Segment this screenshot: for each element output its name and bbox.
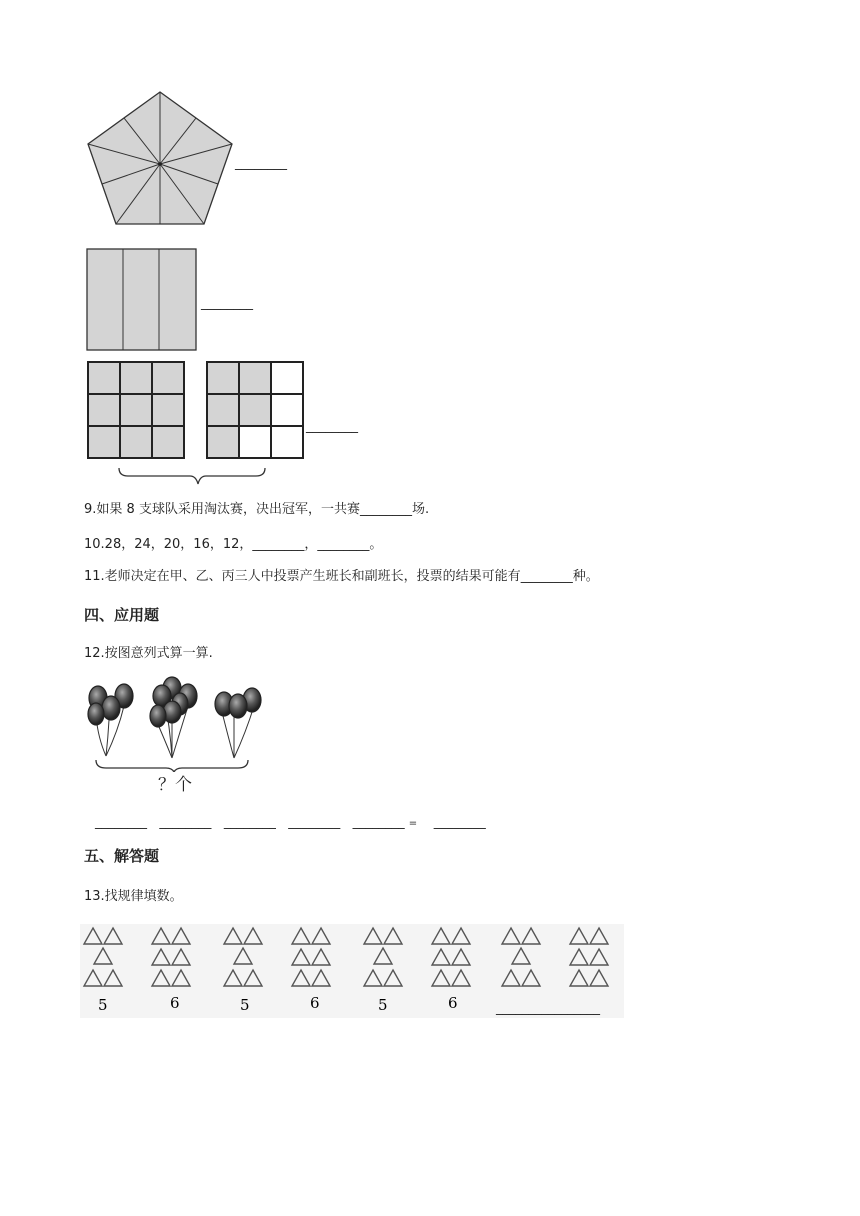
q12-answer-row: [95, 814, 486, 833]
q10-blank-2[interactable]: ________: [317, 537, 370, 552]
q13-blank-1[interactable]: ________: [496, 1001, 548, 1016]
triangle-count-3: 5: [240, 996, 250, 1014]
q12-equals: =: [408, 818, 418, 829]
q12-blank-1[interactable]: ________: [95, 815, 147, 830]
grid-answer-blank[interactable]: ________: [306, 419, 358, 434]
pentagon-answer-blank[interactable]: ________: [235, 156, 287, 171]
rectangle-answer-blank[interactable]: ________: [201, 296, 253, 311]
q12-blank-4[interactable]: ________: [288, 815, 341, 830]
q12-blank-5[interactable]: ________: [352, 815, 405, 830]
question-12: 12.按图意列式算一算.: [84, 646, 213, 661]
pentagon-figure: [86, 90, 234, 226]
triangle-count-6: 6: [448, 994, 458, 1012]
rectangle-figure: [86, 248, 198, 352]
question-13: 13.找规律填数。: [84, 889, 183, 904]
section-5-heading: 五、解答题: [84, 847, 160, 865]
q11-suffix: 种。: [572, 569, 599, 584]
q9-suffix: 场.: [411, 502, 430, 517]
q11-text: 11.老师决定在甲、乙、丙三人中投票产生班长和副班长，投票的结果可能有: [84, 569, 521, 584]
q11-blank[interactable]: ________: [520, 569, 573, 584]
q13-answer-blanks: [496, 1000, 600, 1018]
balloon-count-label: ？个: [158, 775, 192, 795]
triangle-count-4: 6: [310, 994, 320, 1012]
q10-text: 10.28，24，20，16，12，: [84, 537, 253, 552]
grid-figure: [86, 360, 306, 488]
triangle-count-5: 5: [378, 996, 388, 1014]
section-4-heading: 四、应用题: [84, 606, 160, 624]
triangle-count-1: 5: [98, 996, 108, 1014]
question-11: [84, 568, 599, 586]
question-9: [84, 501, 429, 519]
q10-blank-1[interactable]: ________: [252, 537, 305, 552]
q9-blank[interactable]: ________: [359, 502, 412, 517]
q10-separator: ，: [304, 537, 318, 552]
q9-text: 9.如果 8 支球队采用淘汰赛，决出冠军，一共赛: [84, 502, 360, 517]
q12-blank-2[interactable]: ________: [159, 815, 212, 830]
q10-suffix: 。: [369, 537, 383, 552]
q12-result-blank[interactable]: ________: [433, 815, 486, 830]
balloons-figure: [84, 676, 270, 772]
q13-blank-2[interactable]: ________: [548, 1001, 600, 1016]
triangle-count-2: 6: [170, 994, 180, 1012]
question-10: [84, 536, 382, 554]
q12-blank-3[interactable]: ________: [223, 815, 276, 830]
